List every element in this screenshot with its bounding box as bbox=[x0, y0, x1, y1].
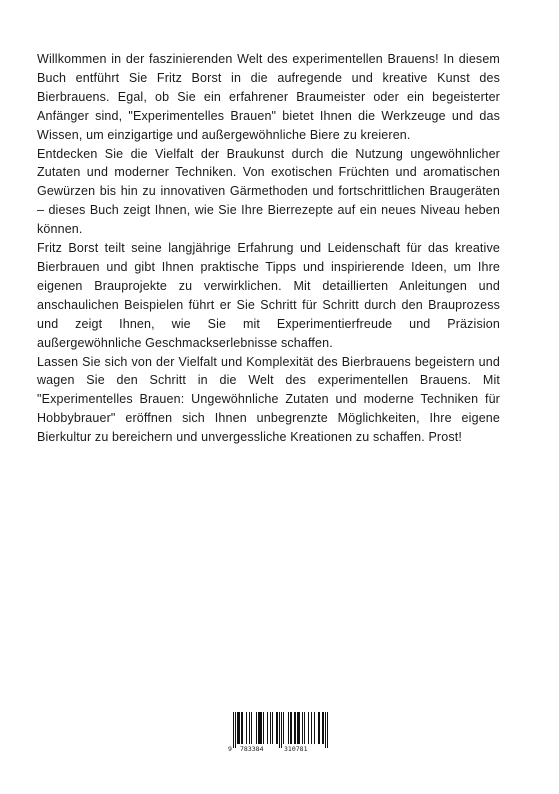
barcode-bar bbox=[237, 712, 238, 744]
barcode-bar bbox=[276, 712, 277, 744]
barcode-bar bbox=[322, 712, 323, 744]
barcode-guard-bar bbox=[327, 712, 328, 748]
barcode-guard-bar bbox=[233, 712, 234, 748]
barcode-bar bbox=[246, 712, 247, 744]
barcode-bar bbox=[251, 712, 252, 744]
barcode-bar bbox=[259, 712, 260, 744]
barcode-bar bbox=[239, 712, 240, 744]
barcode-bar bbox=[267, 712, 268, 744]
barcode-bar bbox=[263, 712, 264, 744]
paragraph-author: Fritz Borst teilt seine langjährige Erfahrung und Leidenschaft für das kreative Bierbrauen und gibt Ihnen praktische Tipps und inspirierende Ideen, um Ihre eigenen Brauprojekte zu verwirklichen. Mit detaillierten Anleitungen und anschaulichen Beispielen führt er Sie Schritt für Schritt durch den Brauprozess und zeigt Ihnen, wie Sie mit Experimentierfreude und Präzision außergewöhnliche Geschmackserlebnisse schaffen. bbox=[37, 241, 500, 350]
barcode-bar bbox=[318, 712, 319, 744]
barcode-guard-bar bbox=[235, 712, 236, 748]
barcode-bar bbox=[283, 712, 284, 744]
barcode-bar bbox=[249, 712, 250, 744]
barcode-bar bbox=[295, 712, 296, 744]
barcode-bar bbox=[314, 712, 315, 744]
barcode-bar bbox=[299, 712, 300, 744]
barcode-bar bbox=[311, 712, 312, 744]
barcode-bar bbox=[261, 712, 262, 744]
barcode-digits bbox=[227, 744, 331, 754]
isbn-barcode bbox=[227, 712, 331, 756]
barcode-bars bbox=[227, 712, 331, 748]
barcode-bar bbox=[241, 712, 242, 744]
barcode-right-digits: 310781 bbox=[284, 745, 308, 753]
barcode-bar bbox=[291, 712, 292, 744]
paragraph-ingredients: Entdecken Sie die Vielfalt der Braukunst durch die Nutzung ungewöhnlicher Zutaten und moderner Techniken. Von exotischen Früchten und aromatischen Gewürzen bis hin zu innovativen Gärmethoden und fortschrittlichen Braugeräten – dieses Buch zeigt Ihnen, wie Sie Ihre Bierrezepte auf ein neues Niveau heben können. bbox=[37, 146, 500, 237]
barcode-bar bbox=[277, 712, 278, 744]
barcode-bar bbox=[270, 712, 271, 744]
barcode-guard-bar bbox=[325, 712, 326, 748]
barcode-bar bbox=[272, 712, 273, 744]
barcode-bar bbox=[260, 712, 261, 744]
barcode-bar bbox=[238, 712, 239, 744]
paragraph-closing: Lassen Sie sich von der Vielfalt und Komplexität des Bierbrauens begeistern und wagen Sie den Schritt in die Welt des experimentellen Brauens. Mit "Experimentelles Brauen: Ungewöhnliche Zutaten und moderne Techniken für Hobbybrauer" eröffnen sich Ihnen unbegrenzte Möglichkeiten, Ihre eigene Bierkultur zu bereichern und unvergessliche Kreationen zu schaffen. Prost! bbox=[37, 354, 500, 445]
barcode-bar bbox=[298, 712, 299, 744]
barcode-left-digits: 783384 bbox=[240, 745, 264, 753]
barcode-bar bbox=[302, 712, 303, 744]
barcode-bar bbox=[256, 712, 257, 744]
barcode-bar bbox=[242, 712, 243, 744]
back-cover-text bbox=[37, 50, 500, 447]
barcode-bar bbox=[294, 712, 295, 744]
barcode-bar bbox=[258, 712, 259, 744]
barcode-bar bbox=[297, 712, 298, 744]
barcode-guard-bar bbox=[279, 712, 280, 748]
barcode-first-digit: 9 bbox=[228, 745, 232, 753]
barcode-guard-bar bbox=[281, 712, 282, 748]
barcode-bar bbox=[288, 712, 289, 744]
barcode-bar bbox=[290, 712, 291, 744]
barcode-bar bbox=[304, 712, 305, 744]
barcode-bar bbox=[323, 712, 324, 744]
paragraph-intro: Willkommen in der faszinierenden Welt des experimentellen Brauens! In diesem Buch entführt Sie Fritz Borst in die aufregende und kreative Kunst des Bierbrauens. Egal, ob Sie ein erfahrener Braumeister oder ein begeisterter Anfänger sind, "Experimentelles Brauen" bietet Ihnen die Werkzeuge und das Wissen, um einzigartige und außergewöhnliche Biere zu kreieren. bbox=[37, 52, 500, 142]
barcode-bar bbox=[319, 712, 320, 744]
barcode-bar bbox=[308, 712, 309, 744]
